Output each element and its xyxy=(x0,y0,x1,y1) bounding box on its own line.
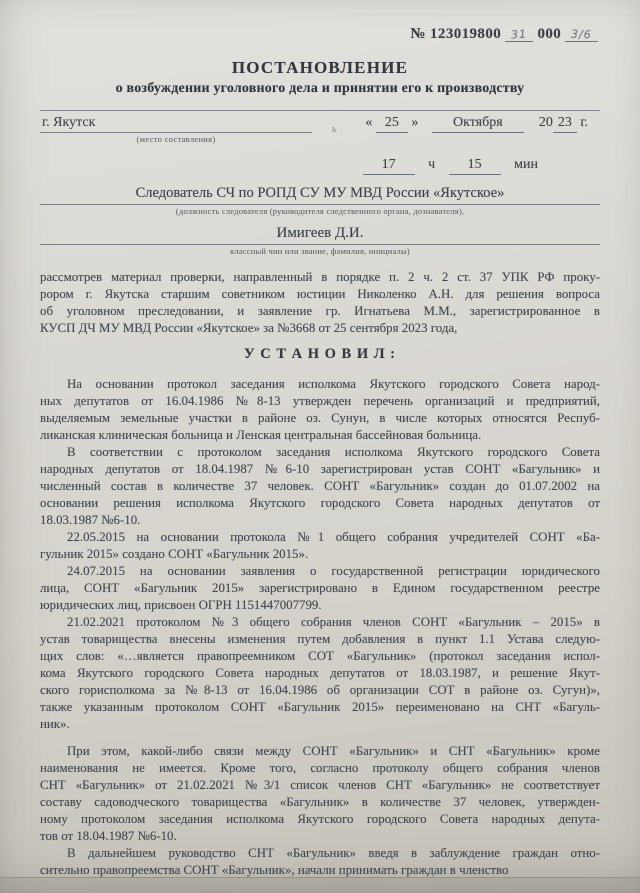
body-line: основании решения исполкома Якутского городского Совета народных депутатов от xyxy=(40,496,600,510)
body-line: КУСП ДЧ МУ МВД России «Якутское» за №3668 от 25 сентября 2023 года, xyxy=(40,321,458,335)
place-caption: (место составления) xyxy=(136,134,216,144)
case-number-handwritten-suffix: 3/6 xyxy=(571,27,593,42)
body-line: рором г. Якутска старшим советником юстиции Николенко А.Н. для решения вопроса xyxy=(40,287,600,301)
date-year: 23 xyxy=(553,115,577,133)
time-hours-label: ч xyxy=(428,157,436,172)
body-line: ных депутатов от 16.04.1986 №8-13 утвержден перечень организаций и предприятий, xyxy=(40,394,600,408)
time-hours: 17 xyxy=(363,157,415,175)
body-line: сительно правопреемства СОНТ «Багульник», начали принимать граждан в членство xyxy=(40,863,509,877)
document-title: ПОСТАНОВЛЕНИЕ xyxy=(231,58,409,77)
body-line: 22.05.2015 на основании протокола №1 общего собрания учредителей СОНТ «Ба- xyxy=(67,530,600,544)
body-line: ского горисполкома за №8-13 от 16.04.1986 об организации СОТ в районе оз. Сугун)», xyxy=(40,683,600,697)
body-line: тов от 18.04.1987 №6-10. xyxy=(40,829,177,843)
resolved-heading: У С Т А Н О В И Л : xyxy=(243,346,397,362)
paragraph xyxy=(40,614,600,733)
body-line: составу садоводческого товарищества «Багульник» в количестве 37 человек, утвержден- xyxy=(40,795,600,809)
time-minutes-label: мин xyxy=(514,157,538,172)
body-line: лица, СОНТ «Багульник 2015» зарегистрировано в Едином государственном реестре xyxy=(40,581,600,595)
date-year-label: г. xyxy=(580,115,588,130)
paragraph xyxy=(40,845,600,879)
body-line: народных депутатов от 18.04.1987 №6-10 зарегистрирован устав СОНТ «Багульник» и xyxy=(40,462,600,476)
body-line: юридических лиц, присвоен ОГРН 1151447007799. xyxy=(40,598,322,612)
document-subtitle: о возбуждении уголовного дела и принятии его к производству xyxy=(115,81,525,96)
body-line: устав товарищества внесены изменения путем добавления в пункт 1.1 Устава следую- xyxy=(40,632,600,646)
body-paragraphs xyxy=(40,376,600,879)
place-date-row xyxy=(40,115,600,144)
horizontal-rule xyxy=(40,110,600,111)
body-line: наименования не имеется. Кроме того, согласно протоколу общего собрания членов xyxy=(40,761,600,775)
paragraph xyxy=(40,743,600,845)
case-number-prefix: № 123019800 xyxy=(410,26,502,42)
body-line: ник». xyxy=(40,717,70,731)
body-line: щих слов: «…является правопреемником СОТ «Багульник» (протокол заседания испол- xyxy=(40,649,600,663)
paragraph xyxy=(40,563,600,614)
body-line: 18.03.1987 №6-10. xyxy=(40,513,141,527)
body-line: При этом, какой-либо связи между СОНТ «Багульник» и СНТ «Багульник» кроме xyxy=(67,744,600,758)
body-line: В соответствии с протоколом заседания исполкома Якутского городского Совета xyxy=(67,445,600,459)
investigator-name: Имигеев Д.И. xyxy=(40,225,600,245)
body-line: гульник 2015» создано СОНТ «Багульник 2015». xyxy=(40,547,309,561)
case-number-middle: 000 xyxy=(537,26,562,42)
quote-close: » xyxy=(411,115,419,130)
time-field xyxy=(40,157,600,175)
time-minutes: 15 xyxy=(449,157,501,175)
stray-pen-mark: ь xyxy=(332,124,337,135)
body-line: На основании протокол заседания исполкома Якутского городского Совета народ- xyxy=(67,377,600,391)
date-day: 25 xyxy=(376,115,408,133)
paragraph xyxy=(40,529,600,563)
place-of-drafting: г. Якутск xyxy=(40,115,312,133)
body-line: выделяемым земельные участки в районе оз. Сунун, в числе которых относятся Респуб- xyxy=(40,411,600,425)
investigator-position: Следователь СЧ по РОПД СУ МУ МВД России «Якутское» xyxy=(40,185,600,205)
date-century: 20 xyxy=(538,115,553,130)
body-line: рассмотрев материал проверки, направленный в порядке п. 2 ч. 2 ст. 37 УПК РФ проку- xyxy=(40,270,600,284)
body-line: численный состав в количестве 37 человек. СОНТ «Багульник» создан до 01.07.2002 на xyxy=(40,479,600,493)
body-line: В дальнейшем руководство СНТ «Багульник» введя в заблуждение граждан отно- xyxy=(67,846,600,860)
body-line: ликанская клиническая больница и Ленская центральная бассейновая больница. xyxy=(40,428,482,442)
investigator-position-caption: (должность следователя (руководителя следственного органа, дознавателя), xyxy=(175,206,465,216)
case-number-handwritten-part: 31 xyxy=(510,27,528,42)
paragraph xyxy=(40,444,600,529)
date-field xyxy=(365,115,588,133)
quote-open: « xyxy=(365,115,373,130)
date-month: Октября xyxy=(432,115,524,133)
case-number xyxy=(40,26,600,43)
body-line: 24.07.2015 на основании заявления о государственной регистрации юридического xyxy=(67,564,600,578)
paragraph xyxy=(40,376,600,444)
investigator-name-caption: классный чин или звание, фамилия, инициалы) xyxy=(230,246,410,256)
body-line: ному протоколом заседания исполкома Якутского городского Совета народных депута- xyxy=(40,812,600,826)
body-line: кома Якутского городского Совета народных депутатов от 18.03.1987, и решение Якут- xyxy=(40,666,600,680)
body-line: 21.02.2021 протоколом №3 общего собрания членов СОНТ «Багульник – 2015» в xyxy=(67,615,600,629)
preamble xyxy=(40,269,600,337)
body-line: СНТ «Багульник» от 21.02.2021 №3/1 список членов СНТ «Багульник» не соответствует xyxy=(40,778,600,792)
body-line: также указанным протоколом СОНТ «Багульник 2015» переименовано на СНТ «Багуль- xyxy=(40,700,600,714)
page-bottom-shadow xyxy=(0,878,640,893)
body-line: об уголовном преследовании, и заявление гр. Игнатьева М.М., зарегистрированное в xyxy=(40,304,600,318)
